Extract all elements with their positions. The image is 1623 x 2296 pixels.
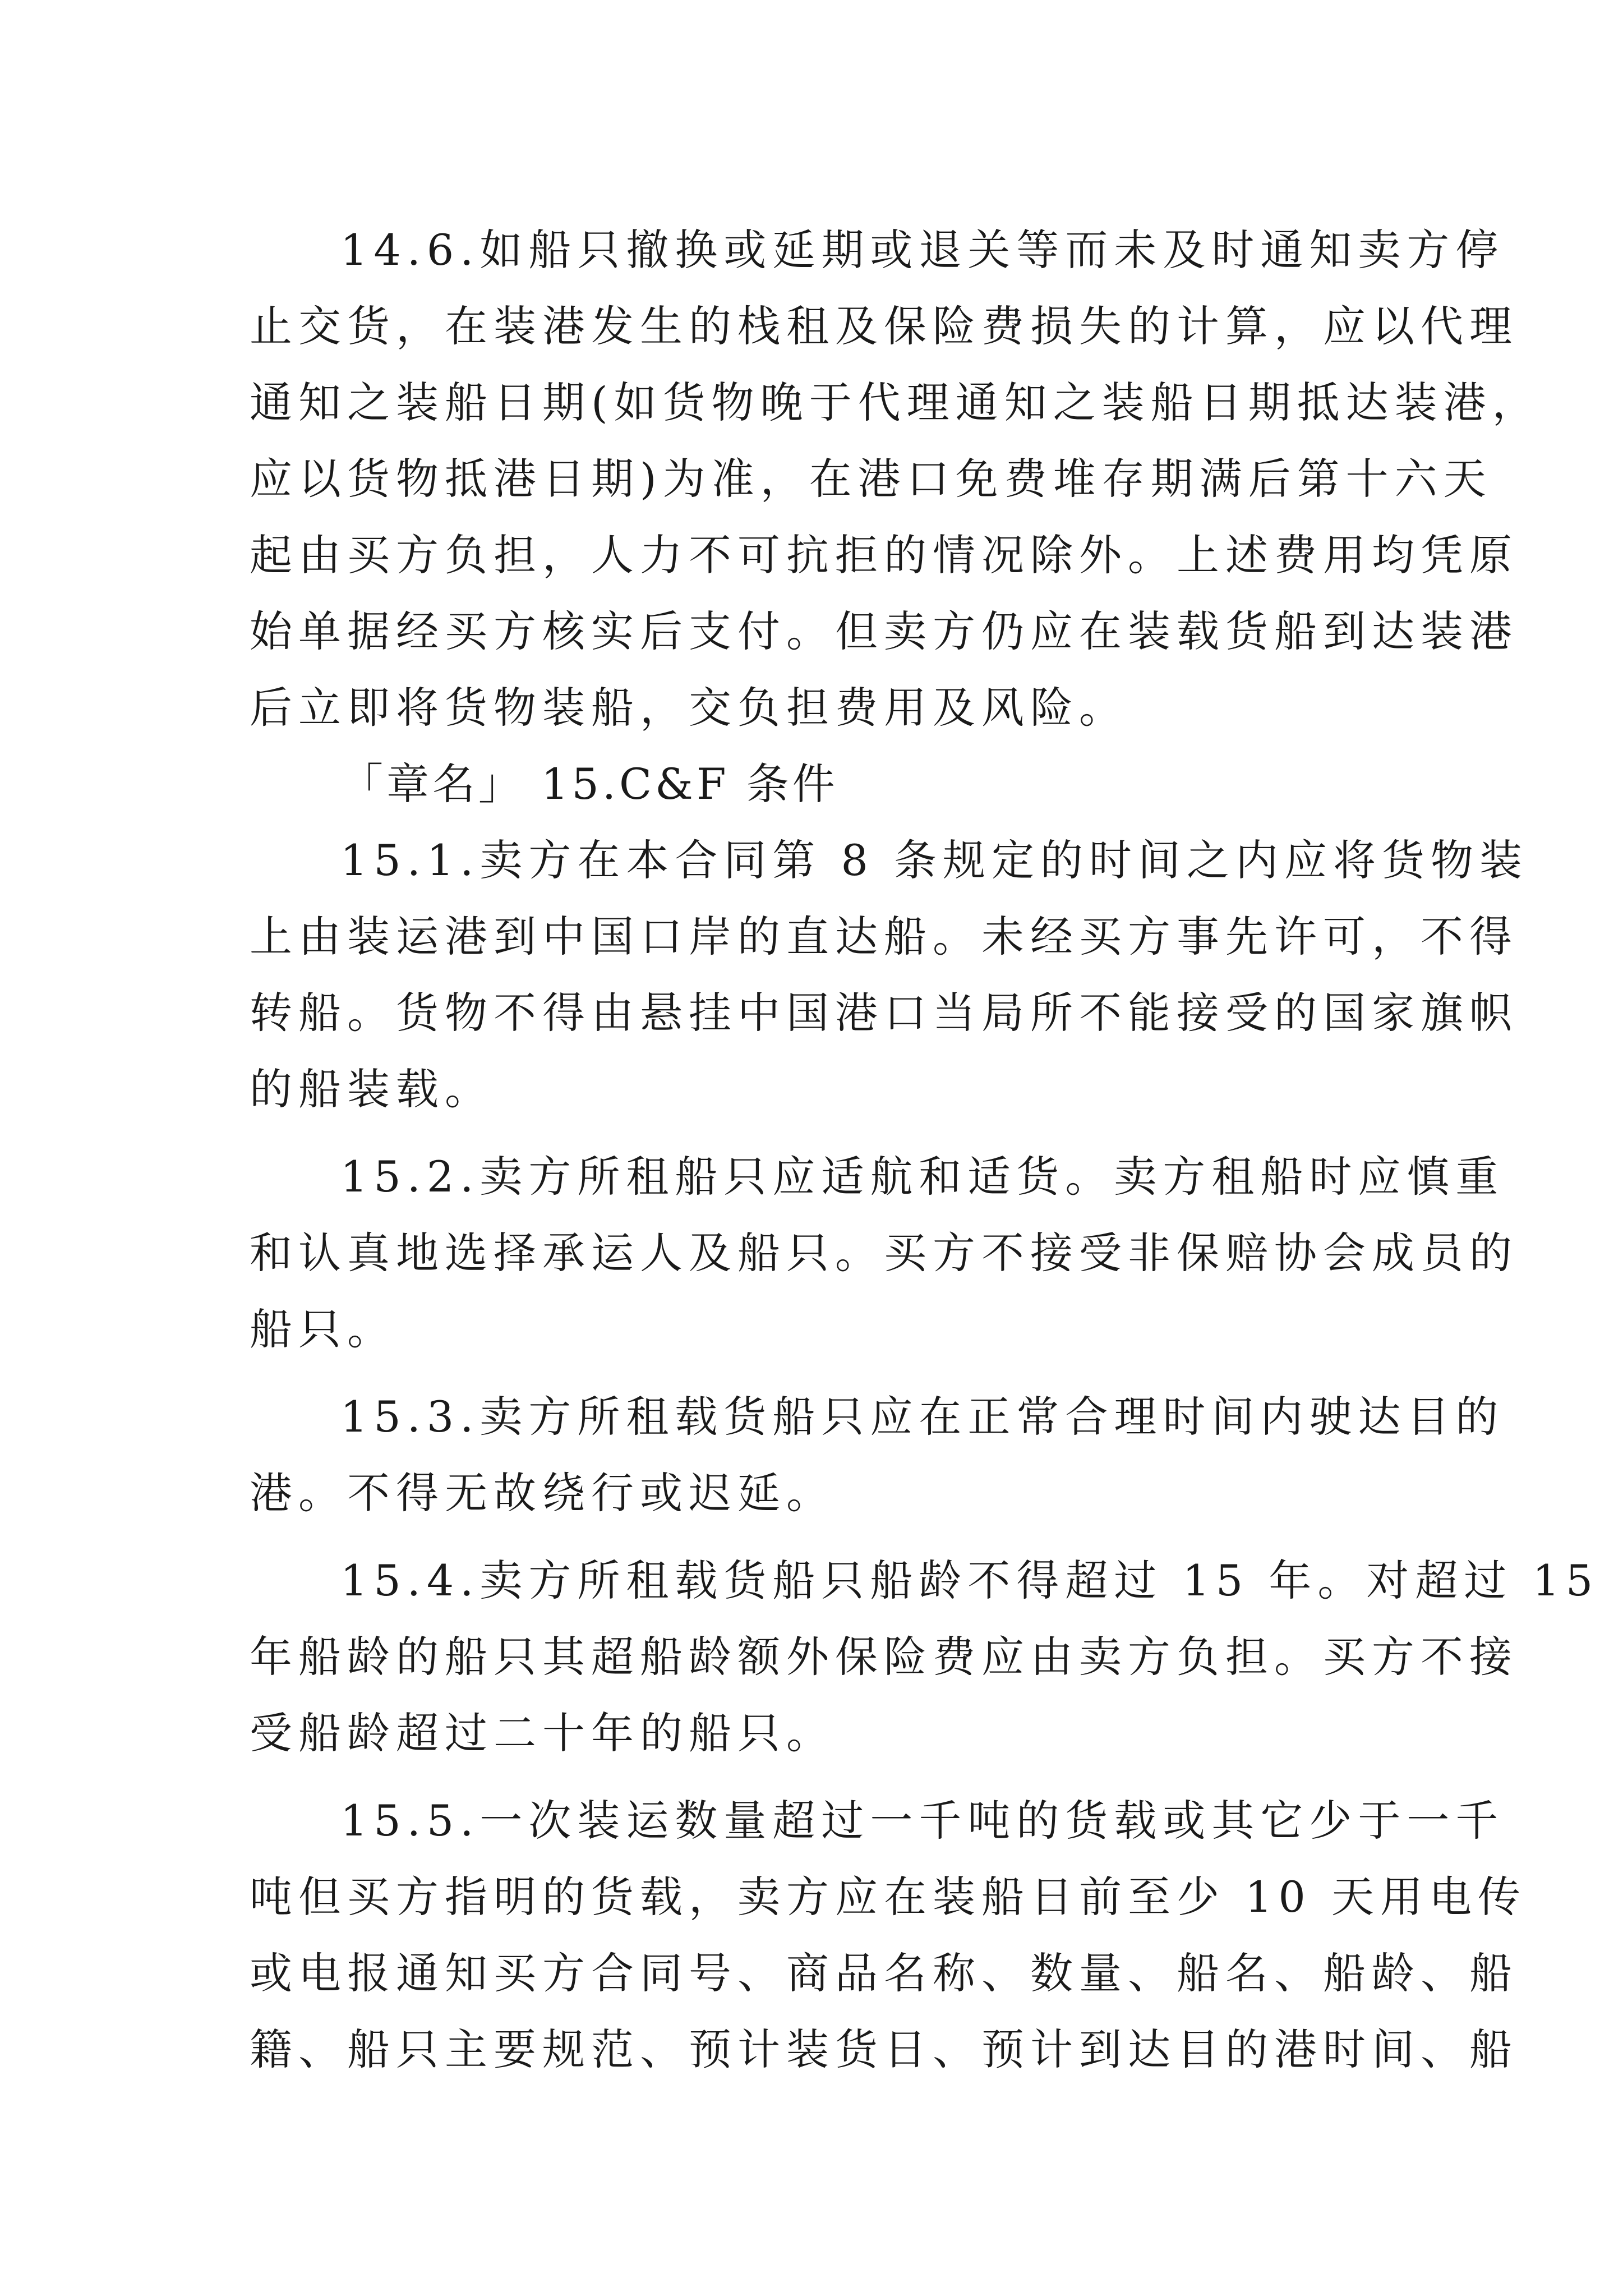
- paragraph-gap: [250, 1368, 1399, 1379]
- text-line: 应以货物抵港日期)为准，在港口免费堆存期满后第十六天: [250, 454, 1492, 504]
- text-line: 籍、船只主要规范、预计装货日、预计到达目的港时间、船: [250, 2024, 1518, 2074]
- text-line: 止交货，在装港发生的栈租及保险费损失的计算，应以代理: [250, 301, 1518, 351]
- text-line: 和认真地选择承运人及船只。买方不接受非保赔协会成员的: [250, 1228, 1518, 1278]
- text-line: 上由装运港到中国口岸的直达船。未经买方事先许可，不得: [250, 912, 1518, 961]
- paragraph-15-4: [250, 1543, 1599, 1772]
- paragraph-15-5: [250, 1783, 1527, 2088]
- text-line: 通知之装船日期(如货物晚于代理通知之装船日期抵达装港，: [250, 378, 1541, 427]
- text-line: 年船龄的船只其超船龄额外保险费应由卖方负担。买方不接: [250, 1632, 1518, 1682]
- text-line: 起由买方负担，人力不可抗拒的情况除外。上述费用均凭原: [250, 530, 1518, 580]
- paragraph-gap: [250, 1772, 1399, 1783]
- paragraph-15-3: [250, 1379, 1505, 1531]
- paragraph-gap: [250, 1128, 1399, 1139]
- text-line: 的船装载。: [250, 1064, 494, 1114]
- text-line: 后立即将货物装船，交负担费用及风险。: [250, 683, 1128, 733]
- section-heading-15: [250, 746, 1399, 822]
- text-line: 15.2.卖方所租船只应适航和适货。卖方租船时应慎重: [340, 1152, 1505, 1202]
- text-line: 或电报通知买方合同号、商品名称、数量、船名、船龄、船: [250, 1948, 1518, 1998]
- section-heading: 「章名」 15.C&F 条件: [340, 759, 838, 809]
- paragraph-15-1: [250, 822, 1529, 1128]
- text-line: 15.3.卖方所租载货船只应在正常合理时间内驶达目的: [340, 1392, 1505, 1442]
- text-line: 15.5.一次装运数量超过一千吨的货载或其它少于一千: [340, 1796, 1505, 1846]
- text-line: 吨但买方指明的货载，卖方应在装船日前至少 10 天用电传: [250, 1872, 1527, 1922]
- text-line: 15.4.卖方所租载货船只船龄不得超过 15 年。对超过 15: [340, 1556, 1599, 1605]
- text-line: 始单据经买方核实后支付。但卖方仍应在装载货船到达装港: [250, 606, 1518, 656]
- text-line: 15.1.卖方在本合同第 8 条规定的时间之内应将货物装: [340, 835, 1529, 885]
- text-line: 14.6.如船只撤换或延期或退关等而未及时通知卖方停: [340, 225, 1505, 275]
- text-line: 港。不得无故绕行或迟延。: [250, 1468, 835, 1518]
- text-line: 转船。货物不得由悬挂中国港口当局所不能接受的国家旗帜: [250, 988, 1518, 1038]
- document-body: [250, 212, 1599, 2088]
- paragraph-gap: [250, 1531, 1399, 1543]
- text-line: 船只。: [250, 1304, 396, 1354]
- paragraph-14-6: [250, 212, 1541, 746]
- paragraph-15-2: [250, 1139, 1518, 1368]
- text-line: 受船龄超过二十年的船只。: [250, 1708, 835, 1758]
